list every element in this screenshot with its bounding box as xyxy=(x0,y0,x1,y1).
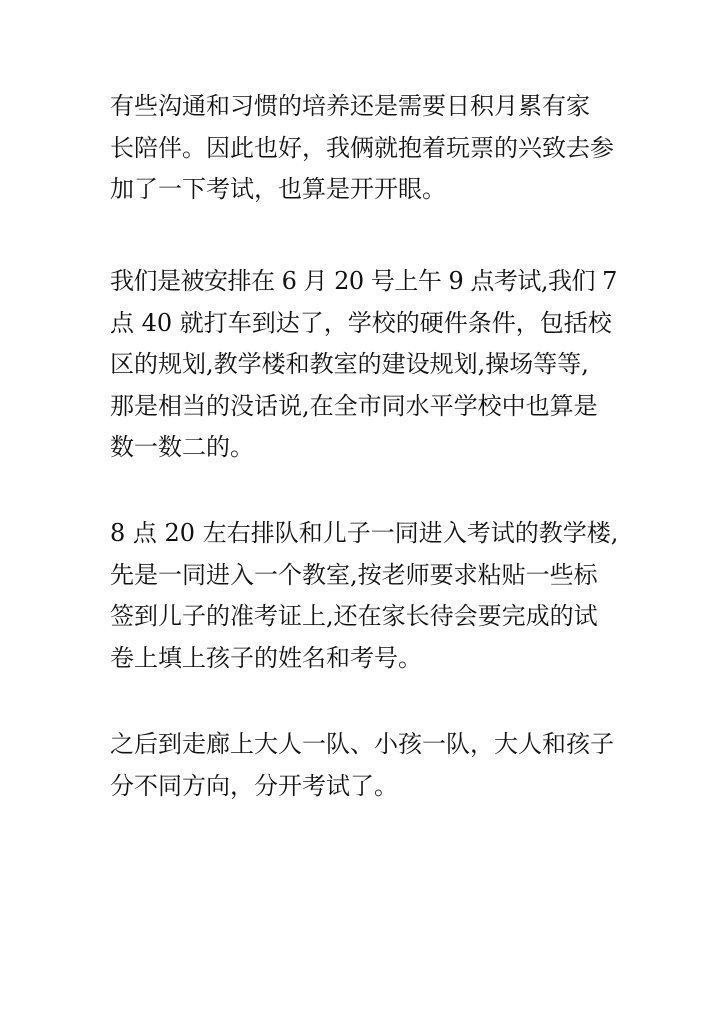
text-line: 那是相当的没话说,在全市同水平学校中也算是 xyxy=(110,391,598,420)
text-line: 有些沟通和习惯的培养还是需要日积月累有家 xyxy=(110,92,590,120)
text-line: 数一数二的。 xyxy=(110,433,254,461)
paragraph-1 xyxy=(110,86,620,211)
paragraph-3 xyxy=(110,513,620,679)
paragraph-4 xyxy=(110,724,620,807)
text-line: 之后到走廊上大人一队、小孩一队，大人和孩子 xyxy=(110,730,614,758)
text-line: 分不同方向，分开考试了。 xyxy=(110,771,398,800)
text-line: 先是一同进入一个教室,按老师要求粘贴一些标 xyxy=(110,560,598,589)
text-line: 区的规划,教学楼和教室的建设规划,操场等等, xyxy=(110,350,589,378)
paragraph-2 xyxy=(110,261,620,469)
text-line: 签到儿子的准考证上,还在家长待会要完成的试 xyxy=(110,602,598,630)
text-line: 加了一下考试，也算是开开眼。 xyxy=(110,175,446,203)
text-line: 长陪伴。因此也好，我俩就抱着玩票的兴致去参 xyxy=(110,133,614,162)
text-line: 8 点 20 左右排队和儿子一同进入考试的教学楼, xyxy=(110,519,619,547)
text-line: 点 40 就打车到达了，学校的硬件条件，包括校 xyxy=(110,308,612,337)
text-line: 我们是被安排在 6 月 20 号上午 9 点考试,我们 7 xyxy=(110,267,617,295)
text-line: 卷上填上孩子的姓名和考号。 xyxy=(110,643,422,672)
